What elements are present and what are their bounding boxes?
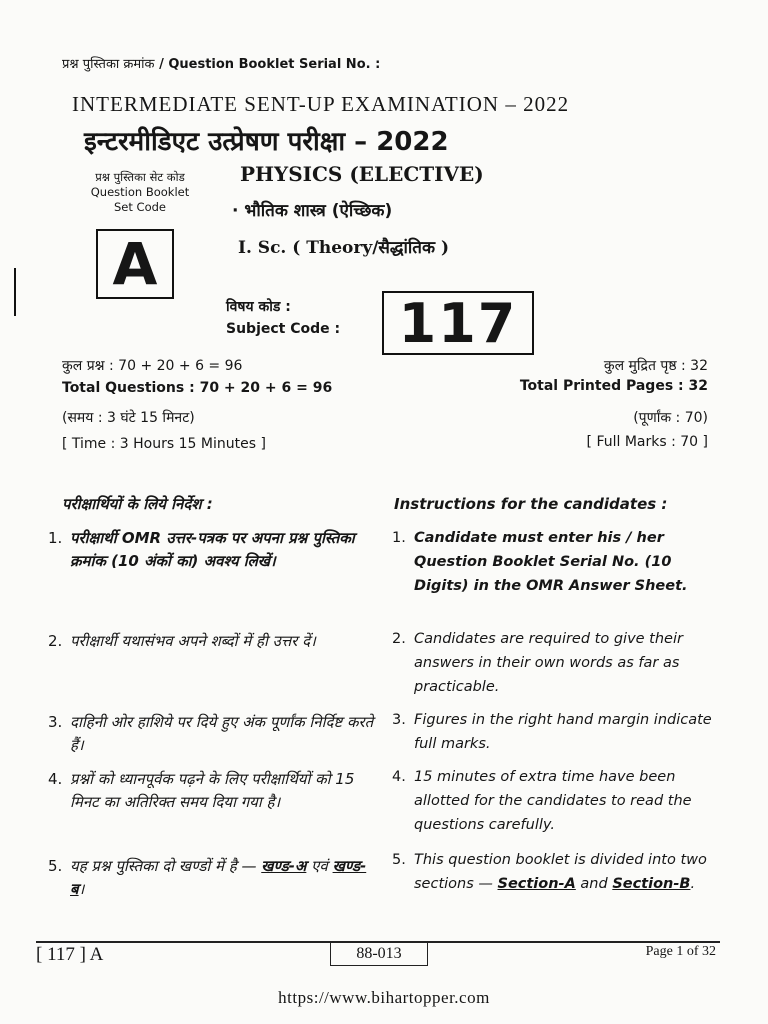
subject-code-label (226, 296, 340, 340)
instruction-hi-2 (48, 630, 378, 653)
instruction-text-part: यह प्रश्न पुस्तिका दो खण्डों में है — (70, 857, 257, 875)
section-a-label-en: Section-A (497, 876, 576, 892)
set-code-label (60, 170, 220, 215)
instruction-number: 4. (48, 770, 63, 788)
subject-name-en: PHYSICS (ELECTIVE) (240, 162, 484, 186)
subject-code-box: 117 (382, 291, 534, 355)
section-b-label-en: Section-B (612, 876, 691, 892)
total-questions-hi: कुल प्रश्न : 70 + 20 + 6 = 96 (62, 358, 243, 374)
set-code-label-en-1: Question Booklet (90, 185, 190, 199)
instruction-text (70, 855, 378, 901)
end-mark-hi: । (78, 880, 85, 898)
course-level: I. Sc. ( Theory/सैद्धांतिक ) (238, 238, 450, 258)
full-marks-en: [ Full Marks : 70 ] (586, 434, 708, 450)
set-code-box: A (96, 229, 174, 299)
instruction-text: प्रश्नों को ध्यानपूर्वक पढ़ने के लिए परीक्षार्थियों को 15 मिनट का अतिरिक्त समय दिया गया है। (70, 770, 355, 811)
set-code-label-hi: प्रश्न पुस्तिका सेट कोड (95, 170, 185, 184)
serial-label-en: / Question Booklet Serial No. : (159, 57, 381, 72)
instruction-en-3 (392, 708, 714, 756)
instruction-text: 15 minutes of extra time have been allotted for the candidates to read the questions carefully. (414, 769, 692, 833)
instruction-en-4 (392, 765, 714, 837)
instruction-text: परीक्षार्थी यथासंभव अपने शब्दों में ही उत्तर दें। (70, 632, 316, 650)
margin-mark (14, 268, 16, 316)
section-a-label-hi: खण्ड-अ (261, 857, 307, 875)
footer-center-code: 88-013 (330, 942, 428, 966)
instruction-number: 2. (48, 632, 63, 650)
printed-pages-hi: कुल मुद्रित पृष्ठ : 32 (603, 358, 708, 374)
instruction-number: 2. (392, 631, 406, 647)
instruction-text-part: This question booklet is divided into two sections — (414, 852, 707, 892)
instruction-number: 1. (48, 529, 63, 547)
subject-code-label-en: Subject Code : (226, 321, 341, 337)
conjunction-en: and (580, 876, 608, 892)
instructions-heading-hi: परीक्षार्थियों के लिये निर्देश : (62, 495, 213, 513)
booklet-serial-label (62, 54, 380, 72)
section-b-label-hi: खण्ड-ब (70, 857, 367, 898)
instruction-hi-3 (48, 711, 378, 757)
end-mark-en: . (690, 876, 696, 892)
printed-pages-en: Total Printed Pages : 32 (519, 378, 708, 394)
footer-paper-code: [ 117 ] A (36, 944, 104, 965)
full-marks-hi: (पूर्णांक : 70) (633, 410, 708, 426)
time-hi: (समय : 3 घंटे 15 मिनट) (62, 410, 195, 426)
footer-page-number: Page 1 of 32 (645, 944, 716, 959)
subject-code-label-hi: विषय कोड : (226, 299, 291, 315)
subject-name-hi: · भौतिक शास्त्र (ऐच्छिक) (232, 201, 393, 221)
instruction-number: 1. (392, 530, 406, 546)
instructions-heading-en: Instructions for the candidates : (394, 495, 668, 513)
instruction-text: Candidate must enter his / her Question Booklet Serial No. (10 Digits) in the OMR Answer Sheet. (414, 530, 688, 594)
exam-title-hi: इन्टरमीडिएट उत्प्रेषण परीक्षा – 2022 (84, 127, 449, 157)
instruction-hi-1 (48, 527, 378, 573)
instruction-en-5 (392, 848, 714, 896)
instruction-en-2 (392, 627, 714, 699)
time-en: [ Time : 3 Hours 15 Minutes ] (62, 436, 266, 452)
instruction-number: 3. (48, 713, 63, 731)
instruction-hi-5 (48, 855, 378, 901)
instruction-text: Candidates are required to give their answers in their own words as far as practicable. (414, 631, 683, 695)
instruction-number: 4. (392, 769, 406, 785)
instruction-text (414, 848, 714, 896)
instruction-hi-4 (48, 768, 378, 814)
instruction-text: Figures in the right hand margin indicate full marks. (414, 712, 712, 752)
exam-title-en: INTERMEDIATE SENT-UP EXAMINATION – 2022 (72, 92, 570, 116)
instruction-number: 5. (392, 852, 406, 868)
source-url: https://www.bihartopper.com (278, 988, 490, 1007)
set-code-label-en-2: Set Code (114, 200, 166, 214)
instruction-text: दाहिनी ओर हाशिये पर दिये हुए अंक पूर्णांक निर्दिष्ट करते हैं। (70, 713, 374, 754)
instruction-en-1 (392, 526, 714, 598)
conjunction-hi: एवं (311, 857, 328, 875)
instruction-number: 5. (48, 857, 63, 875)
instruction-text: परीक्षार्थी OMR उत्तर-पत्रक पर अपना प्रश्न पुस्तिका क्रमांक (10 अंकों का) अवश्य लिखें। (70, 529, 355, 570)
subject-name-hi-text: भौतिक शास्त्र (ऐच्छिक) (244, 201, 393, 221)
total-questions-en: Total Questions : 70 + 20 + 6 = 96 (62, 380, 333, 396)
serial-label-hi: प्रश्न पुस्तिका क्रमांक (62, 57, 155, 72)
instruction-number: 3. (392, 712, 406, 728)
